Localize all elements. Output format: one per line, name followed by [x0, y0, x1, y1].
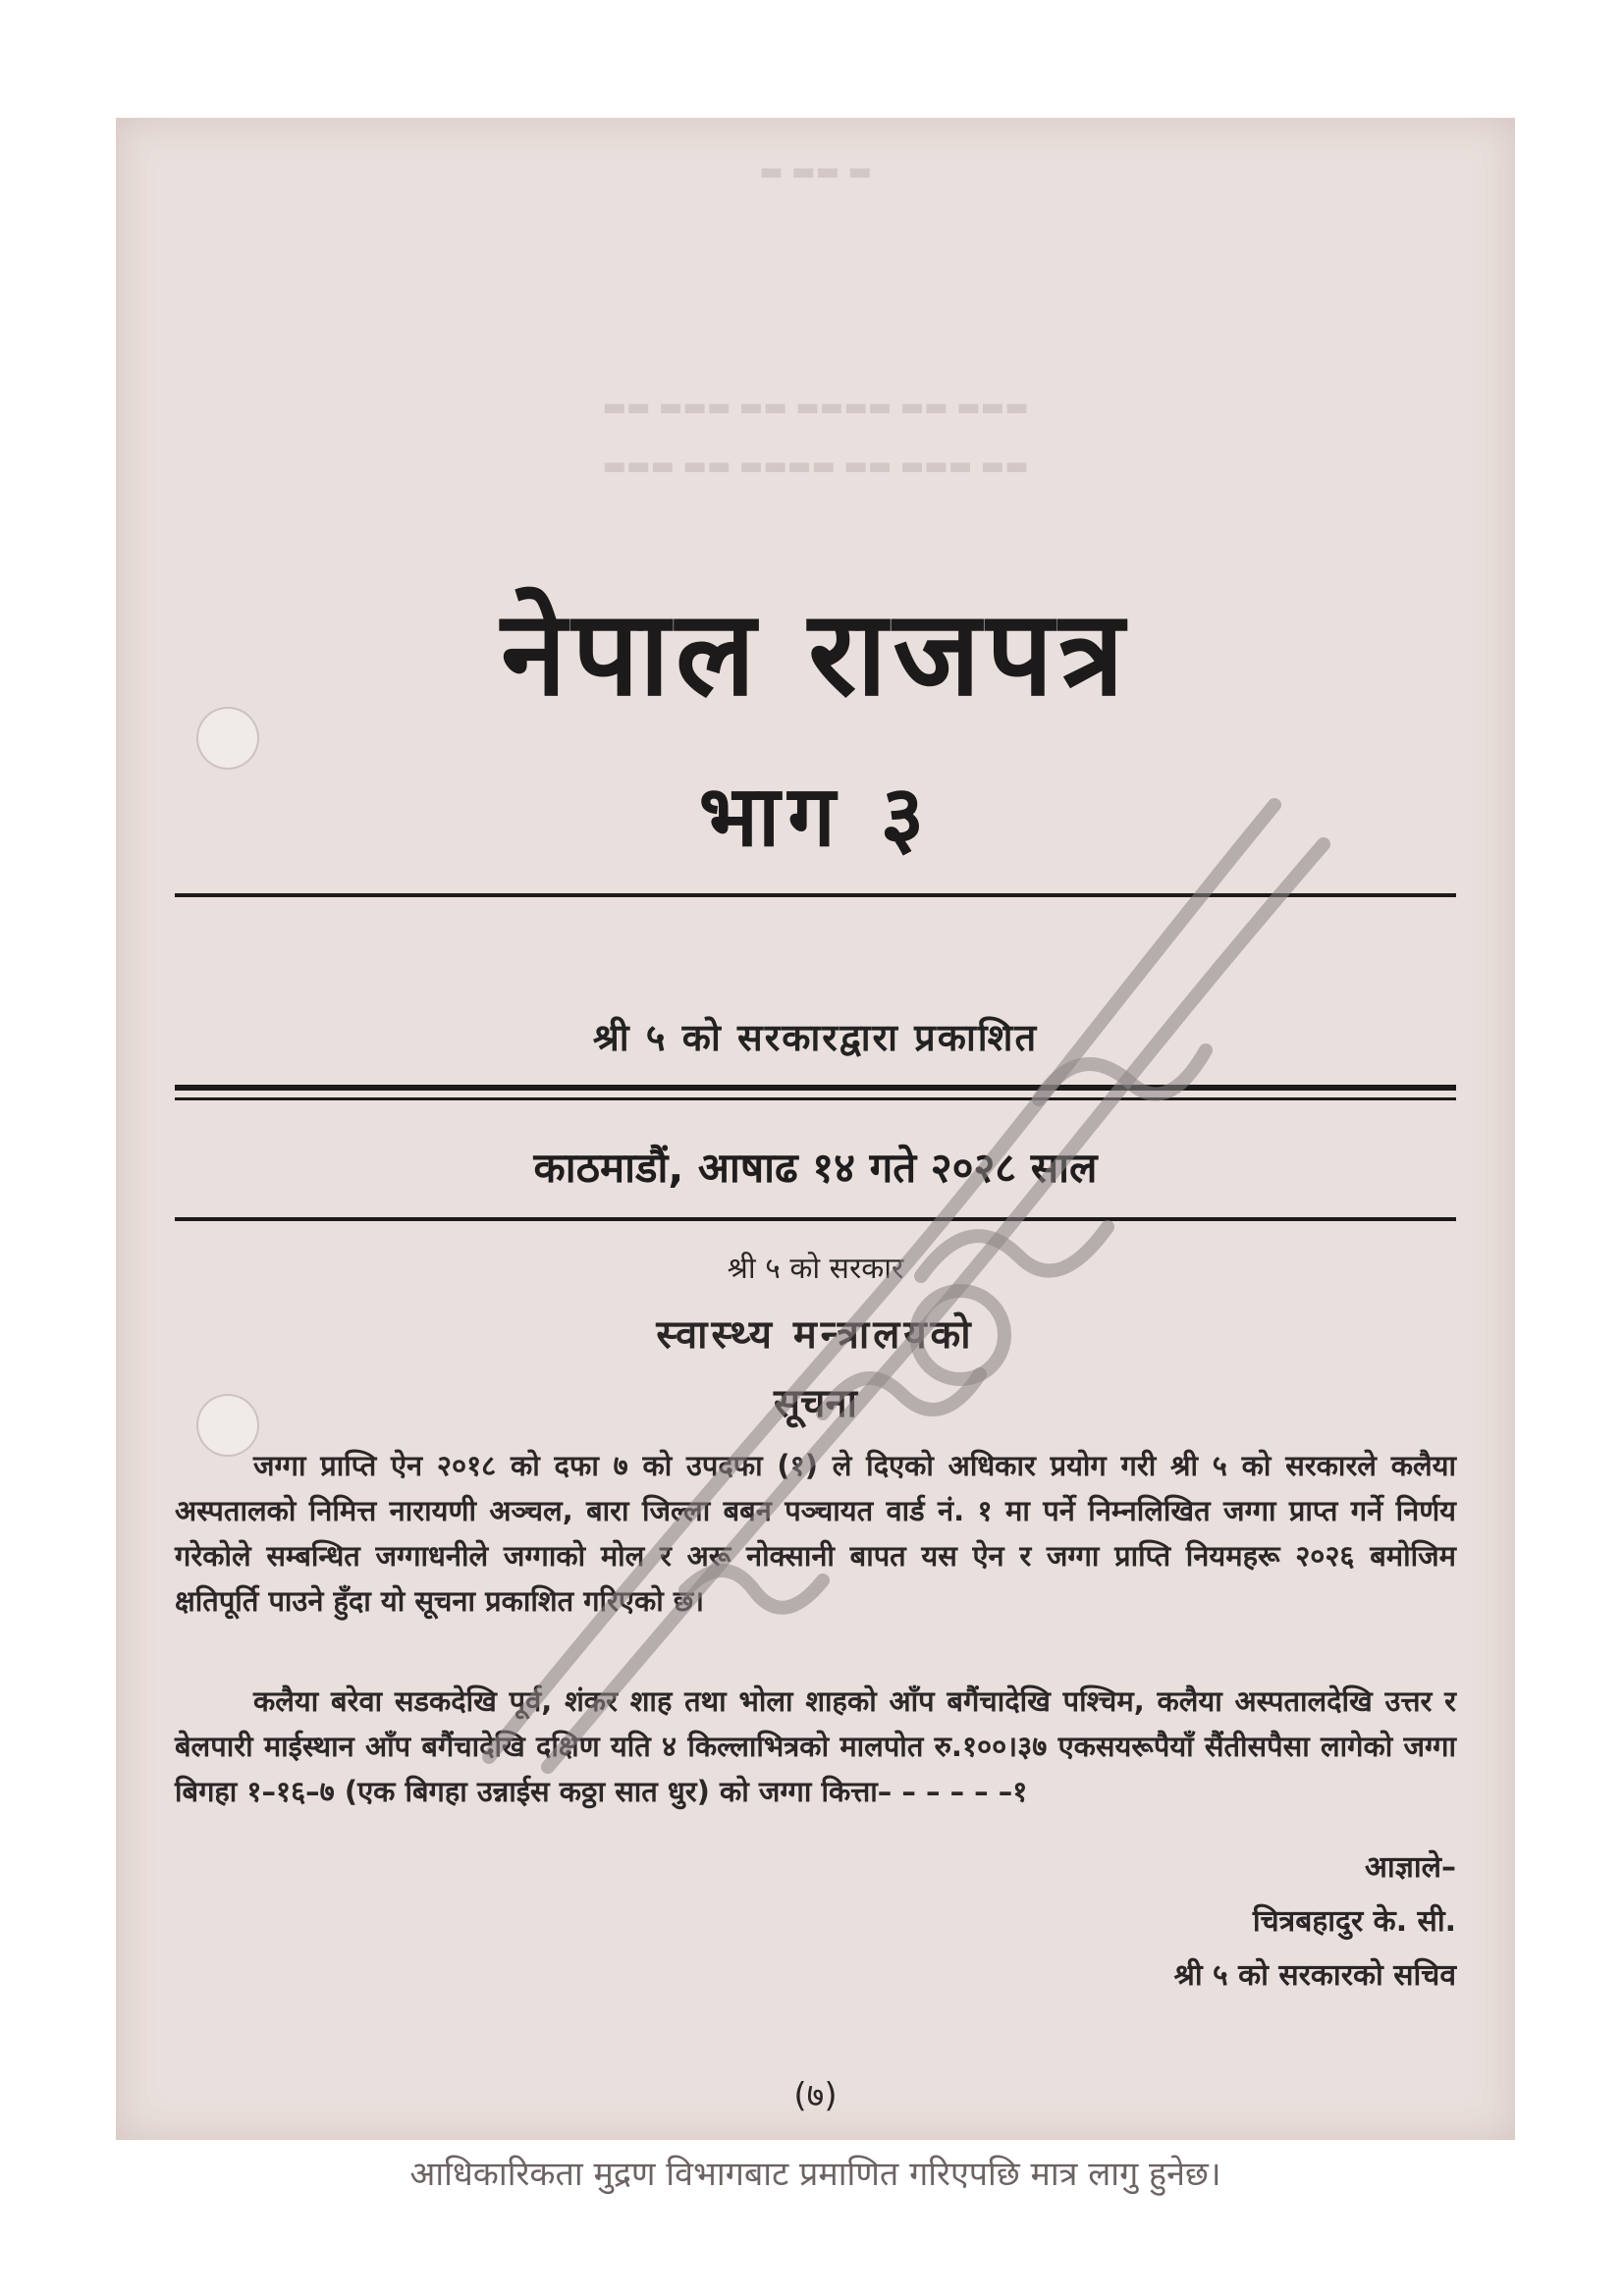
ministry-name: स्वास्थ्य मन्त्रालयको: [656, 1312, 975, 1358]
divider: [175, 1217, 1456, 1221]
show-through-text: ▬▬ ▬▬▬ ▬▬ ▬▬▬▬ ▬▬ ▬▬▬: [602, 393, 1029, 422]
page-number: (७): [793, 2076, 838, 2115]
government-line: श्री ५ को सरकार: [727, 1252, 904, 1286]
notice-paragraph: कलैया बरेवा सडकदेखि पूर्व, शंकर शाह तथा भोला शाहको आँप बगैंचादेखि पश्चिम, कलैया अस्पतालदेखि उत्तर र बेलपारी माईस्थान आँप बगैंचादेखि दक्षिण यति ४ किल्लाभित्रको मालपोत रु.१००।३७ एकसयरूपैयाँ सैंतीसपैसा लागेको जग्गा बिगहा १–१६–७ (एक बिगहा उन्नाईस कठ्ठा सात धुर) को जग्गा कित्ता– – – – – –१: [175, 1684, 1456, 1808]
show-through-text: ▬▬▬ ▬▬ ▬▬▬▬ ▬▬ ▬▬▬ ▬▬: [602, 452, 1029, 481]
notice-heading: सूचना: [774, 1381, 857, 1426]
signatory-name: चित्रबहादुर के. सी.: [1252, 1904, 1456, 1939]
gazette-page: [116, 118, 1515, 2194]
gazette-title: नेपाल राजपत्र: [501, 586, 1130, 722]
divider: [175, 1097, 1456, 1100]
divider: [175, 893, 1456, 897]
gazette-part: भाग ३: [698, 768, 933, 866]
dateline: काठमाडौं, आषाढ १४ गते २०२८ साल: [533, 1144, 1098, 1192]
divider: [175, 1085, 1456, 1091]
notice-paragraph: जग्गा प्राप्ति ऐन २०१८ को दफा ७ को उपदफा (१) ले दिएको अधिकार प्रयोग गरी श्री ५ को सरकारले कलैया अस्पतालको निमित्त नारायणी अञ्चल, बारा जिल्ला बबन पञ्चायत वार्ड नं. १ मा पर्ने निम्नलिखित जग्गा प्राप्त गर्ने निर्णय गरेकोले सम्बन्धित जग्गाधनीले जग्गाको मोल र अरू नोक्सानी बापत यस ऐन र जग्गा प्राप्ति नियमहरू २०२६ बमोजिम क्षतिपूर्ति पाउने हुँदा यो सूचना प्रकाशित गरिएको छ।: [175, 1449, 1456, 1618]
footer-disclaimer: आधिकारिकता मुद्रण विभागबाट प्रमाणित गरिएपछि मात्र लागु हुनेछ।: [409, 2155, 1221, 2194]
signatory-designation: श्री ५ को सरकारको सचिव: [1173, 1958, 1456, 1993]
signature-order: आज्ञाले–: [1365, 1850, 1456, 1885]
show-through-text: ▬ ▬▬ ▬: [759, 157, 872, 187]
publisher-line: श्री ५ को सरकारद्वारा प्रकाशित: [592, 1016, 1039, 1059]
